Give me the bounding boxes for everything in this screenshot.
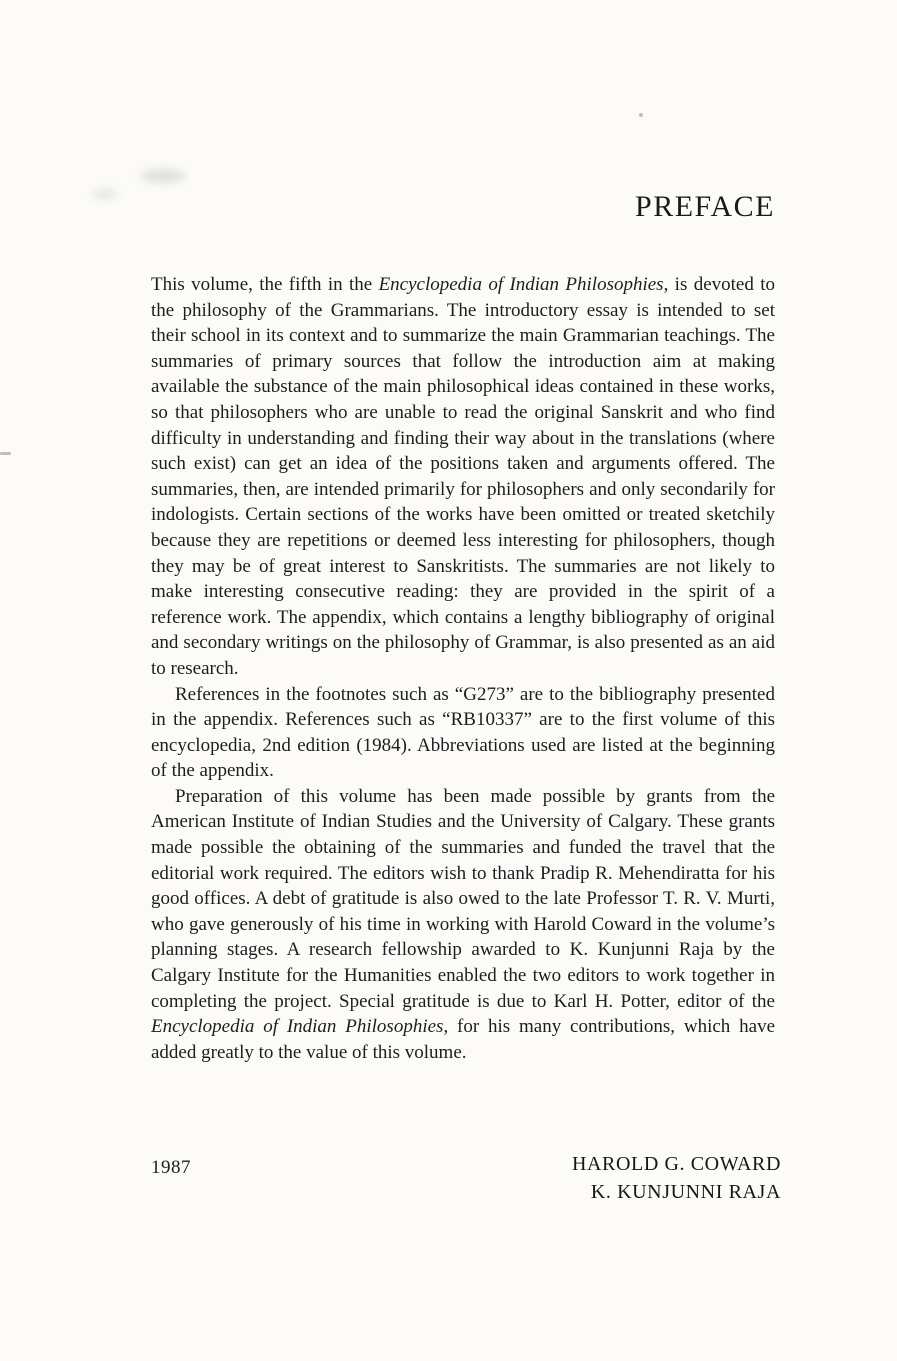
- italic-title-text: Encyclopedia of Indian Philosophies: [378, 274, 664, 295]
- body-text-segment: References in the footnotes such as “G273” are to the bibliography presented in the appendix. References such as “RB10337” are to the first volume of this encyclopedia, 2nd edition (1984). Abbreviations used are listed at the beginning of the appendix.: [151, 683, 775, 782]
- italic-title-text: Encyclopedia of Indian Philosophies: [151, 1016, 444, 1038]
- editor-name-coward: HAROLD G. COWARD: [571, 1153, 781, 1175]
- editor-name-raja: K. KUNJUNNI RAJA: [590, 1181, 781, 1203]
- scan-artifact-dot: [639, 113, 643, 117]
- scan-artifact-edge-nick: [0, 452, 11, 455]
- body-text-segment: , for his many contributions, which have added greatly to the value of this volume.: [151, 1016, 776, 1063]
- signature-block: [151, 1150, 781, 1206]
- paragraph-acknowledgements: [151, 784, 775, 1066]
- scan-artifact-smudge: [92, 188, 118, 200]
- paragraph-intro: [151, 272, 775, 682]
- paragraph-references: [151, 682, 775, 784]
- body-text-segment: This volume, the fifth in the: [151, 274, 379, 295]
- scan-artifact-smudge: [140, 168, 186, 184]
- page-title: PREFACE: [635, 190, 775, 223]
- body-text-segment: , is devoted to the philosophy of the Grammarians. The introductory essay is intended to set their school in its context and to summarize the main Grammarian teachings. The summaries of primary sources that follow the introduction aim at making available the substance of the main philosophical ideas contained in these works, so that philosophers who are unable to read the original Sanskrit and who find difficulty in understanding and finding their way about in the translations (where such exist) can get an idea of the positions taken and arguments offered. The summaries, then, are intended primarily for philosophers and only secondarily for indologists. Certain sections of the works have been omitted or treated sketchily because they are repetitions or deemed less interesting for philosophers, though they may be of great interest to Sanskritists. The summaries are not likely to make interesting consecutive reading: they are provided in the spirit of a reference work. The appendix, which contains a lengthy bibliography of original and secondary writings on the philosophy of Grammar, is also presented as an aid to research.: [151, 274, 775, 679]
- editor-names: [572, 1150, 781, 1206]
- body-text-segment: Preparation of this volume has been made possible by grants from the American Institute of Indian Studies and the University of Calgary. These grants made possible the obtaining of the summaries and funded the travel that the editorial work required. The editors wish to thank Pradip R. Mehendiratta for his good offices. A debt of gratitude is also owed to the late Professor T. R. V. Murti, who gave generously of his time in working with Harold Coward in the volume’s planning stages. A research fellowship awarded to K. Kunjunni Raja by the Calgary Institute for the Humanities enabled the two editors to work together in completing the project. Special gratitude is due to Karl H. Potter, editor of the: [151, 785, 775, 1012]
- preface-text: [151, 272, 775, 1065]
- signature-year: 1987: [151, 1157, 191, 1178]
